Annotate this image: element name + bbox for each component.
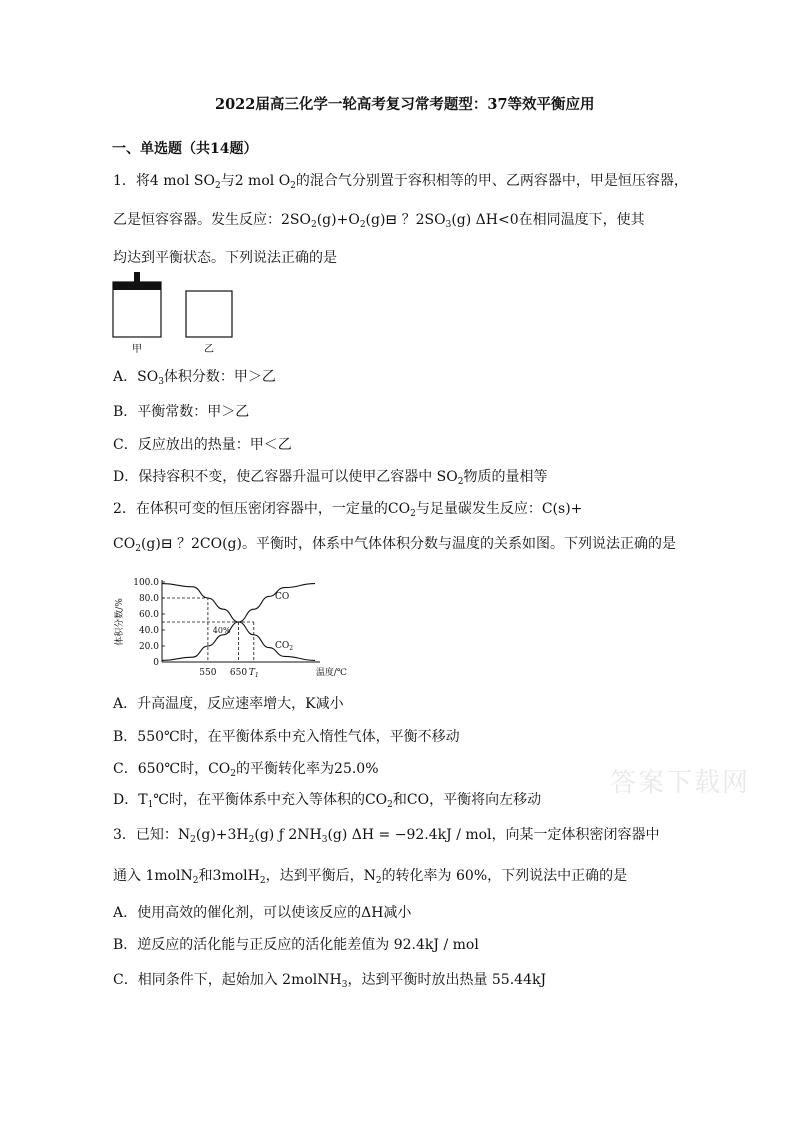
q3-line2: 通入 1molN$_2$和3molH$_2$，达到平衡后，$N_2$的转化率为 60%，下列说法中正确的是 bbox=[113, 868, 628, 886]
y-tick-label: 40.0 bbox=[138, 626, 159, 636]
y-tick-label: 60.0 bbox=[138, 610, 159, 620]
q2-option-b: B．550℃时，在平衡体系中充入惰性气体，平衡不移动 bbox=[113, 729, 460, 745]
x-axis-label: 温度/℃ bbox=[315, 668, 347, 678]
q3-option-c: C．相同条件下，起始加入 2molNH$_3$，达到平衡时放出热量 55.44kJ bbox=[113, 972, 547, 990]
q1-line3: 均达到平衡状态。下列说法正确的是 bbox=[113, 250, 337, 266]
q2-line2: $CO_2(g)⊟$ ？2CO(g)。平衡时，体系中气体体积分数与温度的关系如图。下列说法正确的是 bbox=[113, 536, 676, 554]
q3-line1: 3．已知：$N_2(g)+3H_2(g)$ ƒ $2NH_3(g) \Delta H = -92.4kJ$ / mol，向某一定体积密闭容器中 bbox=[113, 827, 660, 845]
q2-option-a: A．升高温度，反应速率增大，K减小 bbox=[113, 696, 344, 712]
q2-option-d: D．$T_1℃$时，在平衡体系中充入等体积的$CO_2$和CO，平衡将向左移动 bbox=[113, 792, 542, 810]
annotation-40: 40% bbox=[212, 626, 231, 636]
y-tick-label: 100.0 bbox=[133, 578, 159, 588]
q3-option-a: A．使用高效的催化剂，可以使该反应的ΔH减小 bbox=[113, 905, 412, 921]
x-tick-label: 550 bbox=[199, 668, 217, 678]
piston-rod bbox=[134, 272, 140, 282]
x-tick-label: 650 bbox=[229, 668, 248, 678]
series-label-co: CO bbox=[275, 592, 290, 602]
q1-option-b: B．平衡常数：甲＞乙 bbox=[113, 404, 250, 420]
y-axis-label: 体积分数/% bbox=[115, 598, 125, 646]
container-yi bbox=[186, 291, 232, 337]
q3-option-b: B．逆反应的活化能与正反应的活化能差值为 92.4kJ / mol bbox=[113, 937, 479, 953]
y-tick-label: 80.0 bbox=[138, 594, 159, 604]
q2-volume-fraction-chart bbox=[110, 572, 350, 684]
q1-option-a: A．$SO_3$体积分数：甲＞乙 bbox=[113, 369, 276, 387]
q2-option-c: C．650℃时，$CO_2$的平衡转化率为25.0% bbox=[113, 761, 379, 779]
label-jia: 甲 bbox=[132, 344, 142, 355]
y-tick-label: 20.0 bbox=[138, 642, 159, 652]
q1-option-d: D．保持容积不变，使乙容器升温可以使甲乙容器中 $SO_2$物质的量相等 bbox=[113, 469, 548, 487]
watermark: 答案下载网 bbox=[610, 768, 751, 798]
container-jia bbox=[113, 282, 161, 337]
page-title: 2022届高三化学一轮高考复习常考题型：37等效平衡应用 bbox=[215, 96, 595, 113]
guide-550 bbox=[162, 598, 208, 662]
q1-line2: 乙是恒容容器。发生反应：$2SO_2(g)+O_2(g)⊟$ ？$2SO_3(g)$ ΔH<0在相同温度下，使其 bbox=[113, 212, 645, 230]
piston bbox=[113, 282, 161, 290]
q1-line1: 1．将4 mol $SO_2$与2 mol $O_2$的混合气分别置于容积相等的甲、乙两容器中，甲是恒压容器， bbox=[113, 173, 688, 191]
y-tick-label: 0 bbox=[153, 658, 159, 668]
label-yi: 乙 bbox=[204, 344, 214, 355]
x-tick-label: $T_1$ bbox=[248, 668, 259, 679]
q2-line1: 2．在体积可变的恒压密闭容器中，一定量的$CO_2$与足量碳发生反应：C(s)+ bbox=[113, 501, 583, 519]
section-heading: 一、单选题（共14题） bbox=[112, 141, 258, 157]
q1-option-c: C．反应放出的热量：甲＜乙 bbox=[113, 437, 292, 453]
series-label-co2: $CO_2$ bbox=[275, 641, 294, 652]
q1-container-figure bbox=[110, 272, 240, 358]
